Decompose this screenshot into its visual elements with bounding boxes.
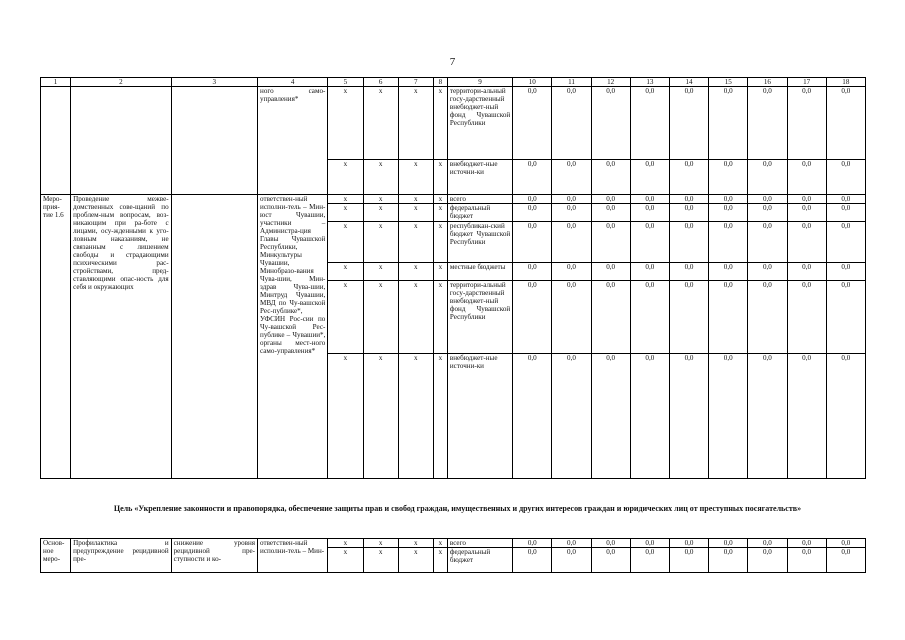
x-mark-cell: x [363,354,398,479]
amount-cell: 0,0 [669,281,708,354]
x-mark-cell: x [398,281,433,354]
column-header: 12 [591,78,630,87]
funding-source-cell: федеральный бюджет [447,204,512,222]
budget-table-continued [40,538,866,573]
amount-cell: 0,0 [787,548,826,573]
x-mark-cell: x [363,539,398,548]
x-mark-cell: x [398,548,433,573]
amount-cell: 0,0 [669,263,708,281]
x-mark-cell: x [363,263,398,281]
amount-cell: 0,0 [787,160,826,195]
amount-cell: 0,0 [591,222,630,263]
funding-source-cell: территори-альный госу-дарственный внебюджет-ный фонд Чувашской Республики [447,281,512,354]
x-mark-cell: x [328,87,363,160]
funding-source-cell: республикан-ский бюджет Чувашской Республики [447,222,512,263]
x-mark-cell: x [328,354,363,479]
measure-number-cell: Основ-ное меро- [41,539,71,573]
x-mark-cell: x [363,281,398,354]
amount-cell: 0,0 [748,263,787,281]
x-mark-cell: x [363,548,398,573]
responsible-cell: ного само-управления* [258,87,328,195]
amount-cell: 0,0 [709,222,748,263]
amount-cell: 0,0 [669,222,708,263]
x-mark-cell: x [328,222,363,263]
responsible-cell: ответствен-ный исполни-тель – Мин-юст Чувашии, участники – Администра-ция Главы Чувашской Республики, Минкультуры Чувашии, Минобразо-вания Чува-шии, Мин-здрав Чува-шии, Минтруд Чувашии, МВД по Чу-вашской Рес-публике*, УФСИН Рос-сии по Чу-вашской Рес-публике – Чувашии*, органы мест-ного само-управления* [258,195,328,479]
amount-cell: 0,0 [709,204,748,222]
amount-cell: 0,0 [826,539,865,548]
amount-cell: 0,0 [826,281,865,354]
amount-cell: 0,0 [748,160,787,195]
x-mark-cell: x [398,354,433,479]
x-mark-cell: x [398,204,433,222]
amount-cell: 0,0 [787,281,826,354]
budget-table [40,77,866,479]
amount-cell: 0,0 [748,195,787,204]
amount-cell: 0,0 [669,87,708,160]
measure-goal-cell [171,195,257,479]
column-header: 13 [630,78,669,87]
goal-heading: Цель «Укрепление законности и правопорядка, обеспечение защиты прав и свобод граждан, имущественных и других интересов граждан и юридических лиц от преступных посягательств» [113,504,802,513]
responsible-cell: ответствен-ный исполни-тель – Мин- [258,539,328,573]
amount-cell: 0,0 [748,222,787,263]
amount-cell: 0,0 [630,195,669,204]
amount-cell: 0,0 [826,354,865,479]
amount-cell: 0,0 [552,195,591,204]
amount-cell: 0,0 [669,160,708,195]
x-mark-cell: x [328,195,363,204]
amount-cell: 0,0 [630,263,669,281]
column-header: 7 [398,78,433,87]
x-mark-cell: x [433,87,447,160]
x-mark-cell: x [363,222,398,263]
amount-cell: 0,0 [748,539,787,548]
x-mark-cell: x [433,354,447,479]
x-mark-cell: x [328,539,363,548]
x-mark-cell: x [433,281,447,354]
amount-cell: 0,0 [591,263,630,281]
amount-cell: 0,0 [630,539,669,548]
amount-cell: 0,0 [630,281,669,354]
amount-cell: 0,0 [552,87,591,160]
amount-cell: 0,0 [669,204,708,222]
amount-cell: 0,0 [552,539,591,548]
amount-cell: 0,0 [669,539,708,548]
x-mark-cell: x [433,263,447,281]
x-mark-cell: x [328,263,363,281]
x-mark-cell: x [328,548,363,573]
x-mark-cell: x [328,281,363,354]
amount-cell: 0,0 [787,222,826,263]
x-mark-cell: x [363,195,398,204]
amount-cell: 0,0 [591,548,630,573]
amount-cell: 0,0 [591,160,630,195]
x-mark-cell: x [328,160,363,195]
amount-cell: 0,0 [513,204,552,222]
table-row [41,195,866,204]
amount-cell: 0,0 [552,160,591,195]
column-header: 17 [787,78,826,87]
amount-cell: 0,0 [826,263,865,281]
header-row [41,78,866,87]
page-number: 7 [449,56,456,68]
amount-cell: 0,0 [826,87,865,160]
amount-cell: 0,0 [787,354,826,479]
amount-cell: 0,0 [787,195,826,204]
column-header: 10 [513,78,552,87]
funding-source-cell: внебюджет-ные источни-ки [447,354,512,479]
amount-cell: 0,0 [630,354,669,479]
x-mark-cell: x [433,195,447,204]
measure-goal-cell: снижение уровня рецидивной пре-ступности и ко- [171,539,257,573]
amount-cell: 0,0 [513,539,552,548]
amount-cell: 0,0 [513,548,552,573]
amount-cell: 0,0 [552,204,591,222]
amount-cell: 0,0 [787,539,826,548]
funding-source-cell: федеральный бюджет [447,548,512,573]
amount-cell: 0,0 [826,204,865,222]
amount-cell: 0,0 [630,548,669,573]
amount-cell: 0,0 [748,204,787,222]
table-row [41,539,866,548]
amount-cell: 0,0 [513,195,552,204]
amount-cell: 0,0 [826,195,865,204]
x-mark-cell: x [433,548,447,573]
measure-title-cell: Проведение межве-домственных сове-щаний по проблем-ным вопросам, воз-никающим при ра-боте с лицами, осу-жденными к уго-ловным наказаниям, не связанным с лишением свободы и страдающими психическими рас-стройствами, пред-ставляющими опас-ность для себя и окружающих [71,195,171,479]
amount-cell: 0,0 [709,548,748,573]
amount-cell: 0,0 [709,281,748,354]
x-mark-cell: x [398,263,433,281]
amount-cell: 0,0 [513,281,552,354]
measure-title-cell [71,87,171,195]
amount-cell: 0,0 [513,263,552,281]
amount-cell: 0,0 [513,87,552,160]
amount-cell: 0,0 [552,548,591,573]
column-header: 11 [552,78,591,87]
funding-source-cell: местные бюджеты [447,263,512,281]
amount-cell: 0,0 [552,263,591,281]
amount-cell: 0,0 [591,204,630,222]
x-mark-cell: x [363,87,398,160]
amount-cell: 0,0 [513,160,552,195]
column-header: 16 [748,78,787,87]
funding-source-cell: внебюджет-ные источни-ки [447,160,512,195]
column-header: 5 [328,78,363,87]
amount-cell: 0,0 [826,222,865,263]
amount-cell: 0,0 [748,281,787,354]
column-header: 18 [826,78,865,87]
column-header: 8 [433,78,447,87]
amount-cell: 0,0 [513,222,552,263]
x-mark-cell: x [398,160,433,195]
amount-cell: 0,0 [748,354,787,479]
x-mark-cell: x [398,222,433,263]
x-mark-cell: x [398,195,433,204]
x-mark-cell: x [433,204,447,222]
column-header: 2 [71,78,171,87]
x-mark-cell: x [433,222,447,263]
amount-cell: 0,0 [709,354,748,479]
measure-number-cell [41,87,71,195]
column-header: 15 [709,78,748,87]
amount-cell: 0,0 [630,160,669,195]
x-mark-cell: x [398,539,433,548]
column-header: 9 [447,78,512,87]
amount-cell: 0,0 [591,195,630,204]
amount-cell: 0,0 [630,204,669,222]
amount-cell: 0,0 [748,87,787,160]
amount-cell: 0,0 [552,354,591,479]
amount-cell: 0,0 [787,263,826,281]
amount-cell: 0,0 [826,548,865,573]
amount-cell: 0,0 [669,548,708,573]
amount-cell: 0,0 [787,204,826,222]
column-header: 1 [41,78,71,87]
funding-source-cell: всего [447,539,512,548]
amount-cell: 0,0 [826,160,865,195]
amount-cell: 0,0 [709,539,748,548]
column-header: 4 [258,78,328,87]
measure-number-cell: Меро-прия-тие 1.6 [41,195,71,479]
amount-cell: 0,0 [709,160,748,195]
x-mark-cell: x [328,204,363,222]
amount-cell: 0,0 [591,354,630,479]
x-mark-cell: x [398,87,433,160]
amount-cell: 0,0 [630,87,669,160]
column-header: 3 [171,78,257,87]
x-mark-cell: x [363,160,398,195]
amount-cell: 0,0 [552,222,591,263]
x-mark-cell: x [363,204,398,222]
amount-cell: 0,0 [591,281,630,354]
measure-title-cell: Профилактика и предупреждение рецидивной пре- [71,539,171,573]
amount-cell: 0,0 [669,195,708,204]
amount-cell: 0,0 [709,263,748,281]
column-header: 6 [363,78,398,87]
amount-cell: 0,0 [591,87,630,160]
amount-cell: 0,0 [709,87,748,160]
x-mark-cell: x [433,160,447,195]
amount-cell: 0,0 [709,195,748,204]
amount-cell: 0,0 [552,281,591,354]
amount-cell: 0,0 [669,354,708,479]
funding-source-cell: территори-альный госу-дарственный внебюджет-ный фонд Чувашской Республики [447,87,512,160]
x-mark-cell: x [433,539,447,548]
measure-goal-cell [171,87,257,195]
amount-cell: 0,0 [513,354,552,479]
amount-cell: 0,0 [748,548,787,573]
table-row [41,87,866,160]
amount-cell: 0,0 [630,222,669,263]
column-header: 14 [669,78,708,87]
amount-cell: 0,0 [787,87,826,160]
amount-cell: 0,0 [591,539,630,548]
funding-source-cell: всего [447,195,512,204]
